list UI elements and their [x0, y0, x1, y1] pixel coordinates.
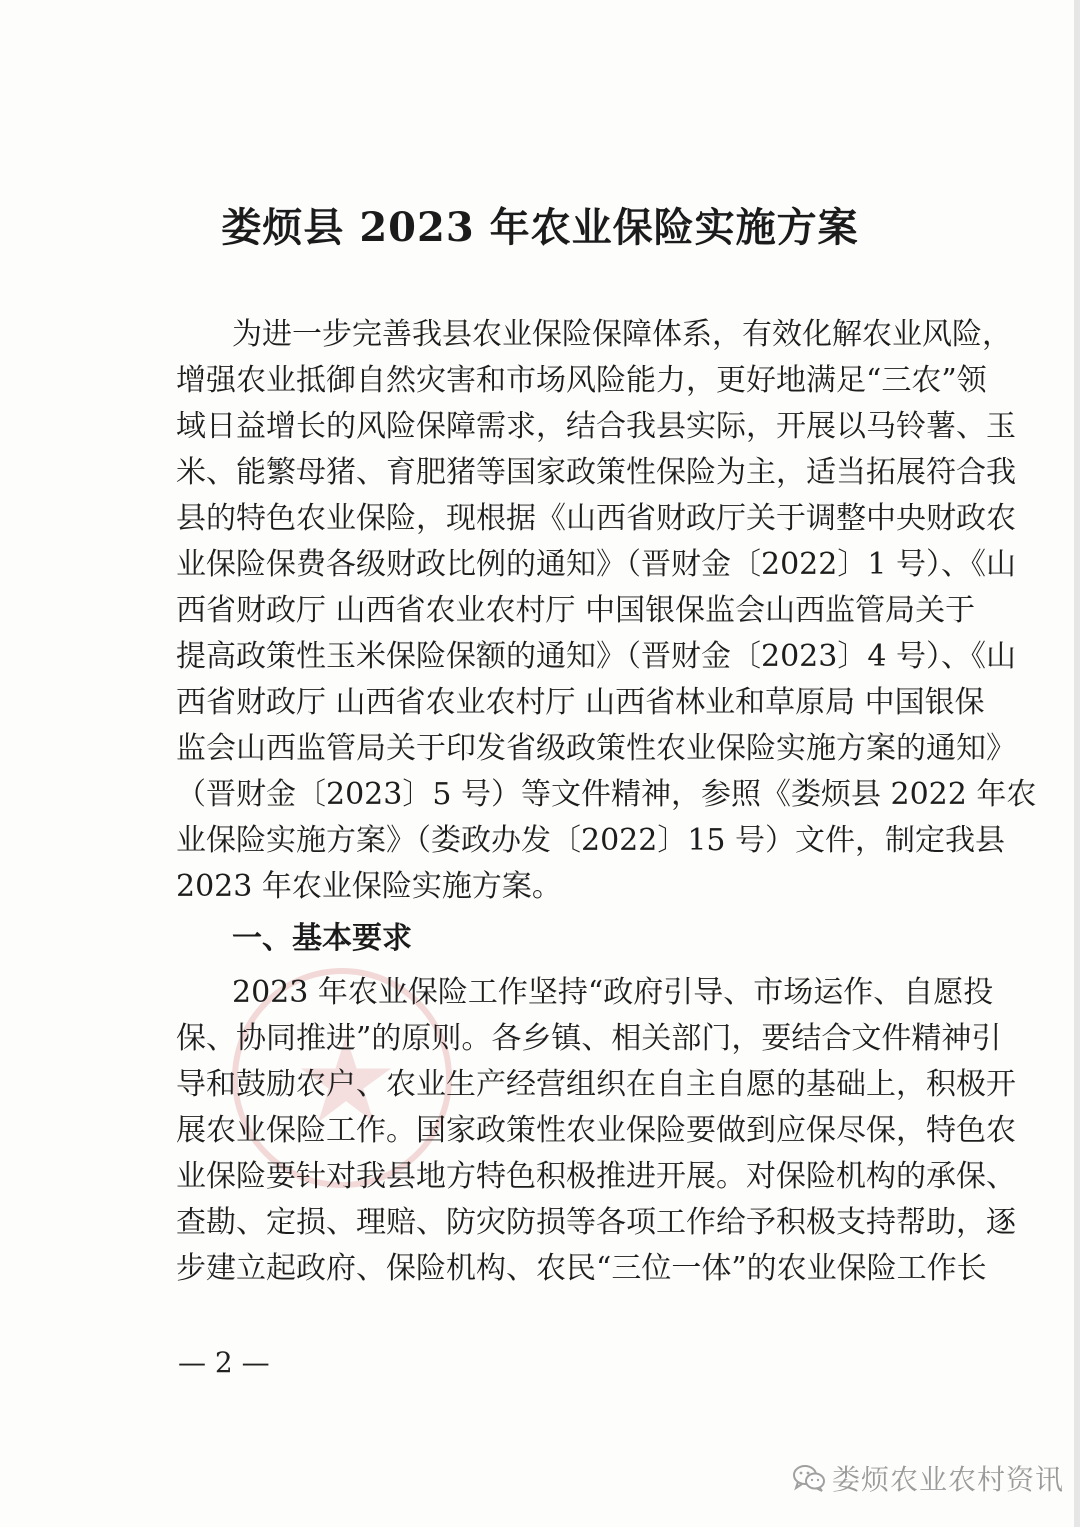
paragraph-line: 监会山西监管局关于印发省级政策性农业保险实施方案的通知》: [176, 731, 1016, 766]
paragraph-line: 查勘、定损、理赔、防灾防损等各项工作给予积极支持帮助，逐: [176, 1205, 1016, 1240]
paragraph-line: 2023 年农业保险实施方案。: [176, 869, 562, 904]
paragraph-line: 步建立起政府、保险机构、农民“三位一体”的农业保险工作长: [176, 1251, 987, 1286]
paragraph-line: 西省财政厅 山西省农业农村厅 中国银保监会山西监管局关于: [176, 593, 976, 628]
watermark-text: 娄烦农业农村资讯: [832, 1463, 1065, 1496]
paragraph-line: 导和鼓励农户、农业生产经营组织在自主自愿的基础上，积极开: [176, 1067, 1016, 1102]
paragraph-line: 2023 年农业保险工作坚持“政府引导、市场运作、自愿投: [232, 975, 994, 1010]
paragraph-line: 展农业保险工作。国家政策性农业保险要做到应保尽保，特色农: [176, 1113, 1016, 1148]
paragraph-line: 县的特色农业保险，现根据《山西省财政厅关于调整中央财政农: [176, 501, 1016, 536]
paragraph-line: 业保险要针对我县地方特色积极推进开展。对保险机构的承保、: [176, 1159, 1016, 1194]
page-number: — 2 —: [178, 1346, 270, 1379]
document-title: 娄烦县 2023 年农业保险实施方案: [221, 204, 859, 251]
paragraph-line: （晋财金〔2023〕5 号）等文件精神，参照《娄烦县 2022 年农: [176, 777, 1037, 812]
paragraph-line: 域日益增长的风险保障需求，结合我县实际，开展以马铃薯、玉: [176, 409, 1016, 444]
paragraph-line: 保、协同推进”的原则。各乡镇、相关部门，要结合文件精神引: [176, 1021, 1002, 1056]
paragraph-line: 西省财政厅 山西省农业农村厅 山西省林业和草原局 中国银保: [176, 685, 985, 720]
paragraph-line: 业保险实施方案》（娄政办发〔2022〕15 号）文件，制定我县: [176, 823, 1006, 858]
paragraph-line: 为进一步完善我县农业保险保障体系，有效化解农业风险，: [232, 317, 1012, 352]
paragraph-line: 米、能繁母猪、育肥猪等国家政策性保险为主，适当拓展符合我: [176, 455, 1016, 490]
paragraph-line: 提高政策性玉米保险保额的通知》（晋财金〔2023〕4 号）、《山: [176, 639, 1016, 674]
paragraph-line: 增强农业抵御自然灾害和市场风险能力，更好地满足“三农”领: [176, 363, 987, 398]
wechat-watermark: [792, 1458, 1064, 1498]
section-heading: 一、基本要求: [232, 921, 412, 956]
wechat-icon: [792, 1463, 826, 1493]
paragraph-line: 业保险保费各级财政比例的通知》（晋财金〔2022〕1 号）、《山: [176, 547, 1016, 582]
